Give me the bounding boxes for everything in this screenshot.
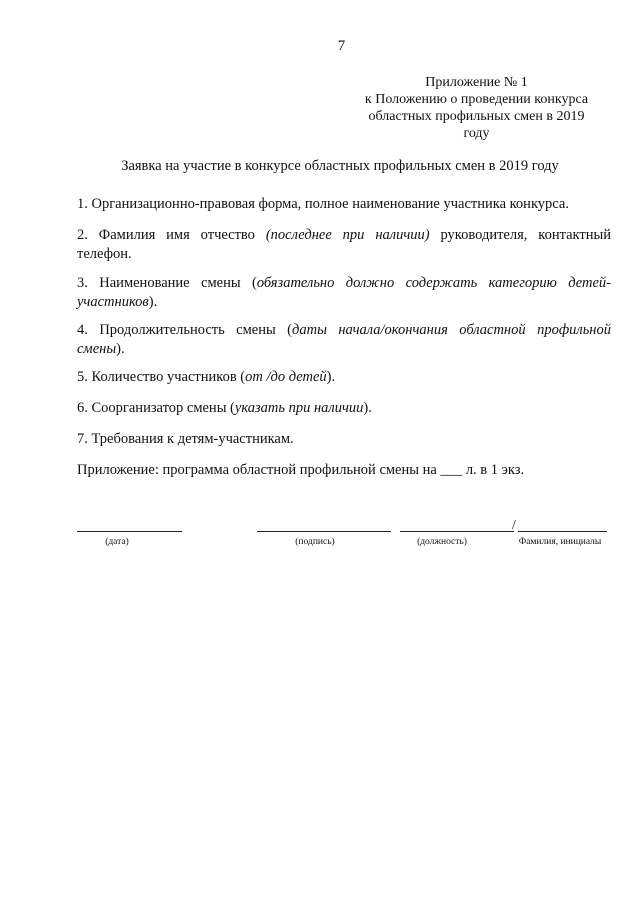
item-2	[77, 226, 611, 264]
name-line	[518, 531, 607, 532]
item-6-text: 6. Соорганизатор смены (	[77, 400, 235, 416]
item-4-tail: ).	[116, 341, 125, 357]
signature-line	[257, 531, 391, 532]
page-number: 7	[337, 38, 346, 54]
item-3-text: 3. Наименование смены (	[77, 275, 257, 291]
item-5-text: 5. Количество участников (	[77, 369, 246, 385]
appendix-line-1: Приложение № 1	[425, 75, 528, 90]
item-3	[77, 274, 611, 312]
date-caption: (дата)	[105, 537, 129, 547]
item-3-tail: ).	[148, 294, 158, 310]
item-1	[77, 195, 611, 214]
position-caption: (должность)	[417, 537, 467, 547]
item-5	[77, 368, 611, 387]
appendix-header	[350, 74, 603, 142]
item-7-text: 7. Требования к детям-участникам.	[77, 431, 294, 447]
position-line	[400, 531, 514, 532]
item-7	[77, 430, 611, 449]
item-2-tail: руководителя, контактный телефон.	[77, 227, 612, 262]
item-6-hint: указать при наличии	[234, 400, 364, 416]
signature-caption: (подпись)	[295, 537, 335, 547]
name-caption: Фамилия, инициалы	[518, 537, 602, 547]
attachment-note: Приложение: программа областной профильной смены на ___ л. в 1 экз.	[77, 462, 525, 478]
signature-slash: /	[512, 518, 516, 533]
appendix-line-4: году	[463, 126, 490, 141]
date-line	[77, 531, 182, 532]
item-4	[77, 321, 611, 359]
item-6	[77, 399, 611, 418]
item-2-text: 2. Фамилия имя отчество	[77, 227, 266, 243]
item-5-tail: ).	[326, 369, 336, 385]
item-3-hint: обязательно должно содержать категорию детей-участников	[77, 275, 611, 310]
form-title: Заявка на участие в конкурсе областных профильных смен в 2019 году	[121, 158, 559, 174]
appendix-line-2: к Положению о проведении конкурса	[364, 92, 589, 107]
item-6-tail: ).	[363, 400, 372, 416]
item-4-text: 4. Продолжительность смены (	[77, 322, 293, 338]
item-4-hint: даты начала/окончания областной профильной смены	[77, 322, 611, 357]
item-1-text: 1. Организационно-правовая форма, полное наименование участника конкурса.	[77, 196, 569, 212]
item-2-hint: (последнее при наличии)	[265, 227, 430, 243]
appendix-line-3: областных профильных смен в 2019	[368, 109, 585, 124]
item-5-hint: от /до детей	[245, 369, 327, 385]
